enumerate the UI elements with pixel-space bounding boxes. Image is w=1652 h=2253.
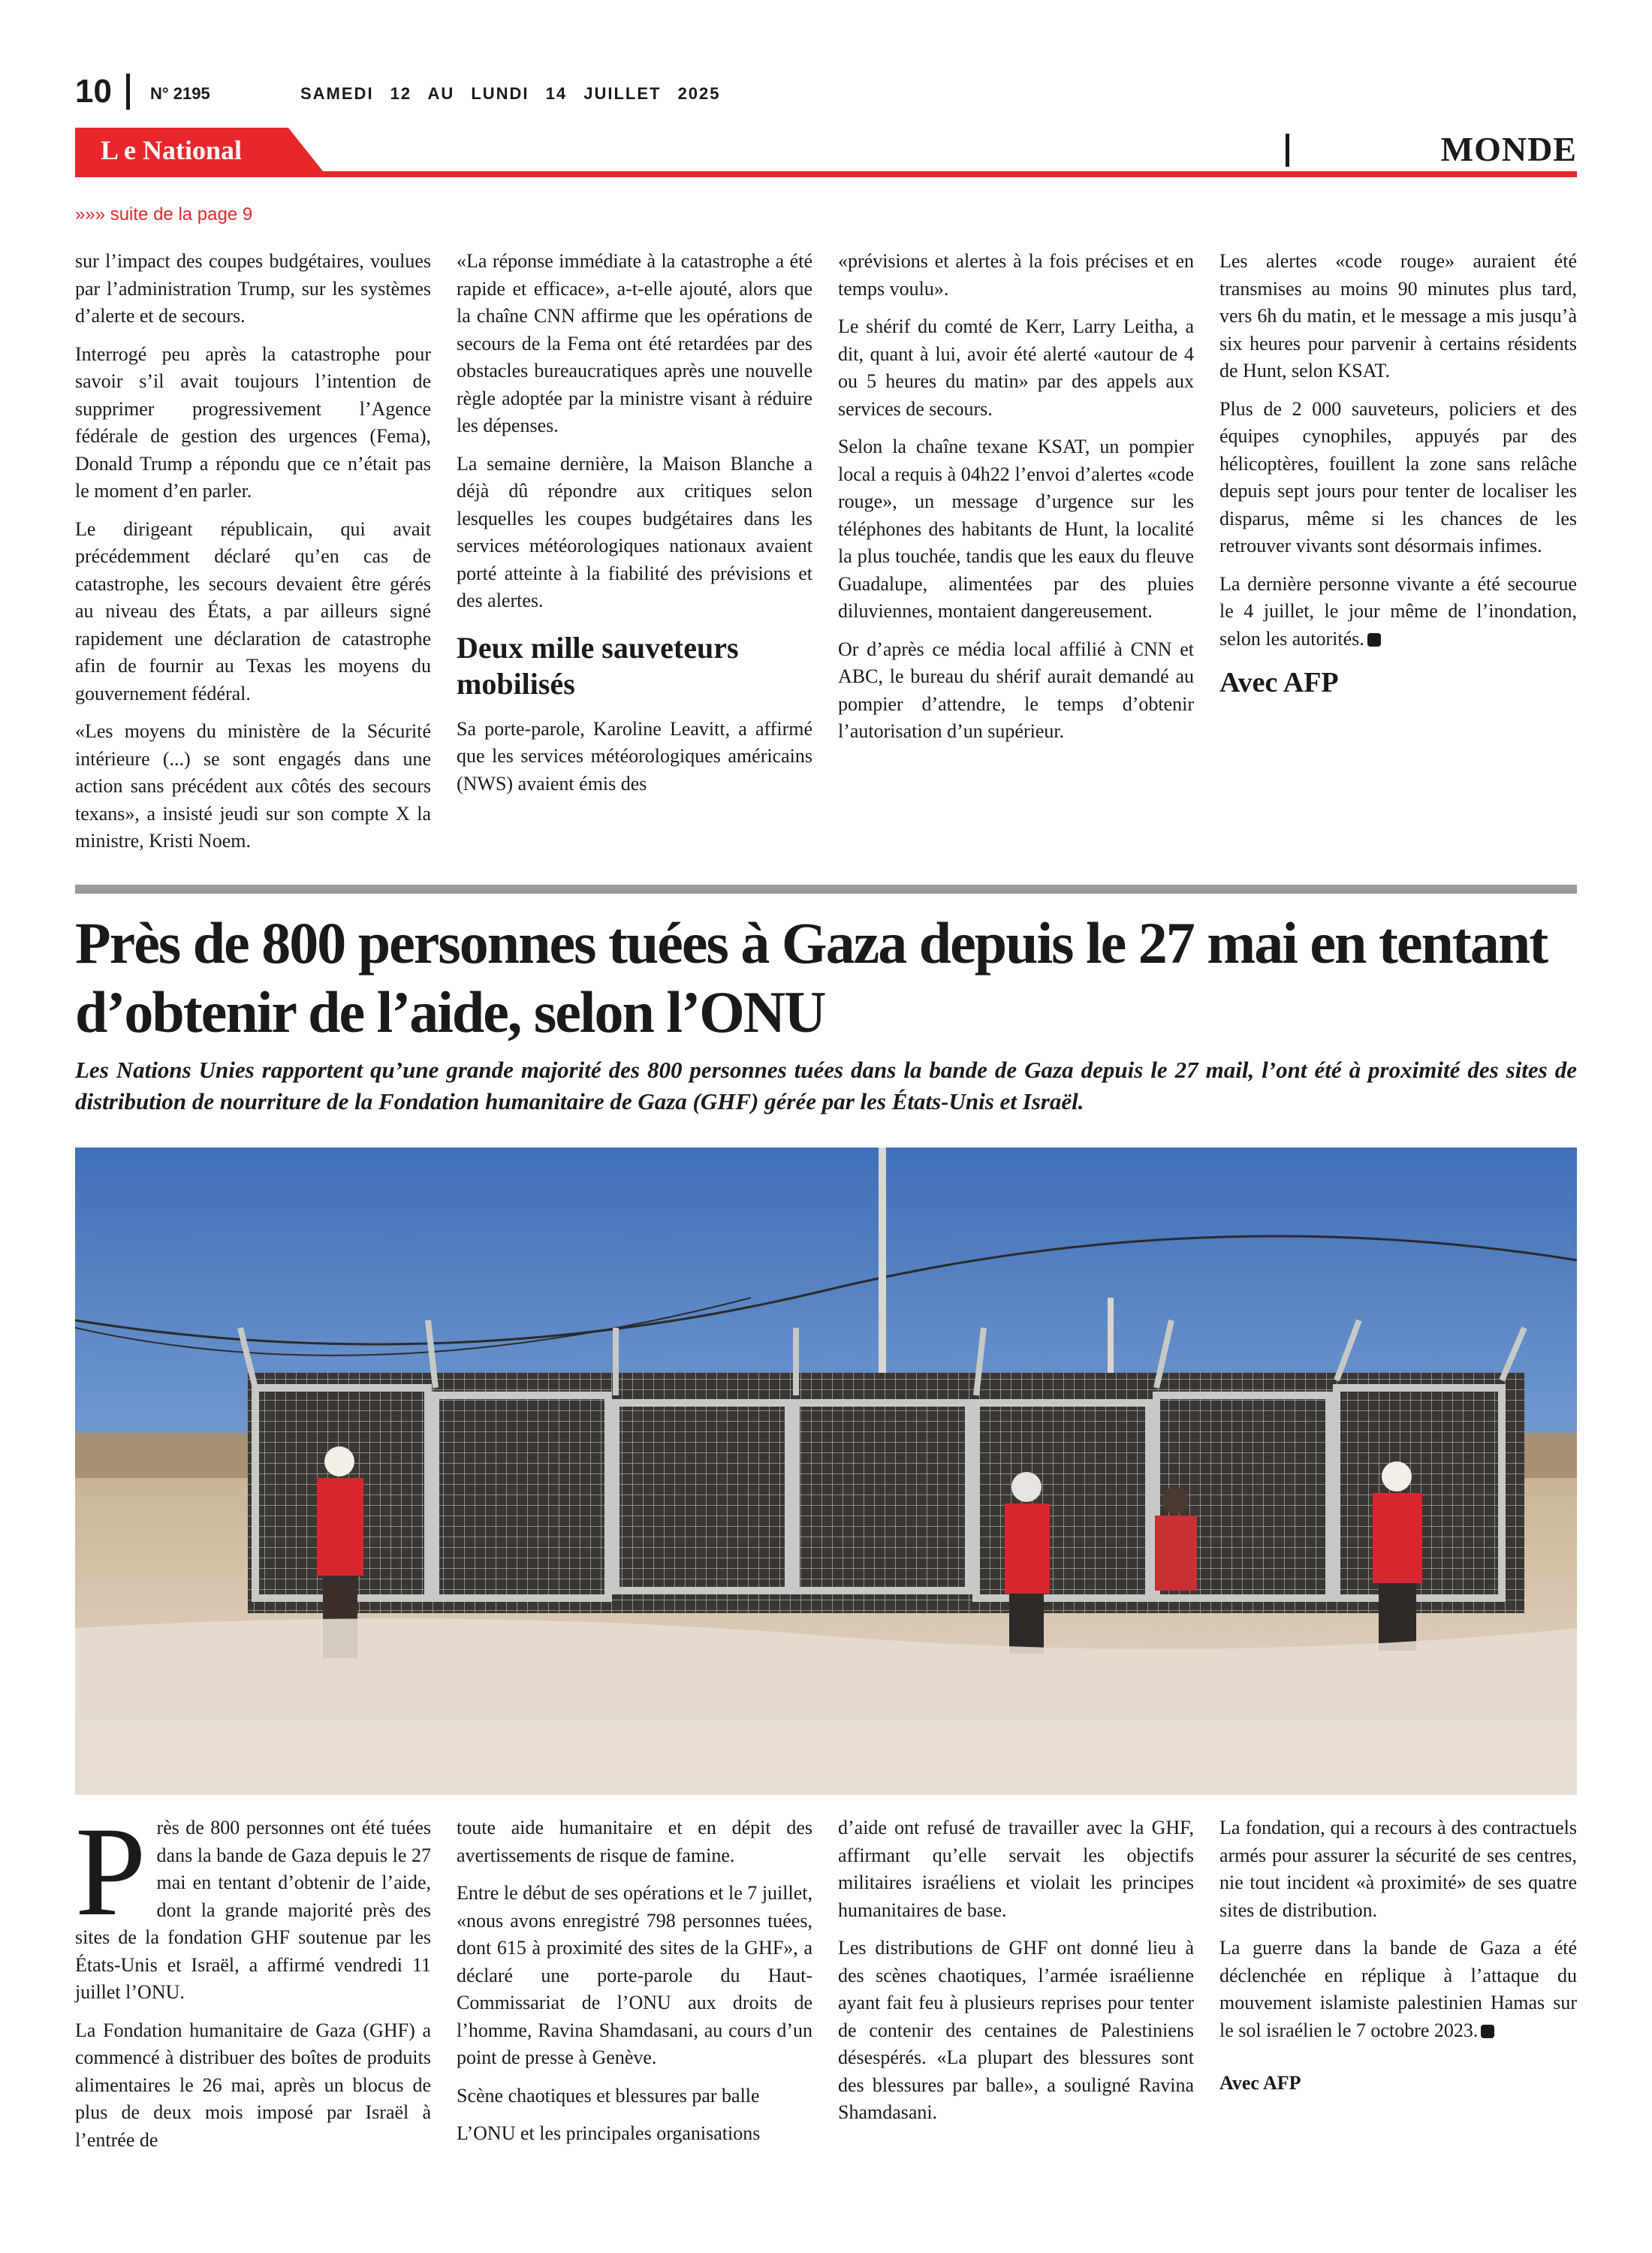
section-separator	[1286, 134, 1289, 167]
continuation-note: »»» suite de la page 9	[75, 204, 253, 225]
top-article-column-3	[838, 248, 1194, 756]
paragraph: «Les moyens du ministère de la Sécurité intérieure (...) se sont engagés dans une action sans précédent aux côtés des secours texans», a insisté jeudi sur son compte X la ministre, Kristi Noem.	[75, 720, 431, 852]
paragraph: «prévisions et alertes à la fois précises et en temps voulu».	[838, 250, 1194, 300]
paragraph: Les distributions de GHF ont donné lieu à des scènes chaotiques, l’armée israélienne ayant fait feu à plusieurs reprises pour tenter de contenir des centaines de Palestiniens désespérés. «La plupart des blessures sont des blessures par balle», a souligné Ravina Shamdasani.	[838, 1937, 1194, 2123]
subheading: Deux mille sauveteurs mobilisés	[457, 630, 739, 701]
drop-cap: P	[75, 1801, 146, 1942]
paragraph: Selon la chaîne texane KSAT, un pompier local a requis à 04h22 l’envoi d’alertes «code rouge», un message d’urgence sur les téléphones des habitants de Hunt, la localité la plus touchée, tandis que les eaux du fleuve Guadalupe, alimentées par des pluies diluviennes, montaient dangereusement.	[838, 436, 1194, 622]
header-separator	[126, 74, 130, 110]
end-mark-icon	[1367, 633, 1381, 647]
page-header	[75, 72, 1577, 114]
issue-date: SAMEDI 12 AU LUNDI 14 JUILLET 2025	[300, 84, 721, 103]
paragraph-last	[1219, 571, 1577, 653]
section-title: MONDE	[1440, 130, 1577, 168]
paragraph: Interrogé peu après la catastrophe pour savoir s’il avait toujours l’intention de supprimer progressivement l’Agence fédérale de gestion des urgences (Fema), Donald Trump a répondu que ce n’était pas le moment d’en parler.	[75, 342, 431, 502]
issue-number: N° 2195	[150, 84, 210, 103]
page-number: 10	[75, 73, 112, 110]
end-mark-icon	[1481, 2025, 1494, 2038]
byline: Avec AFP	[1219, 667, 1339, 698]
paragraph: toute aide humanitaire et en dépit des avertissements de risque de famine.	[457, 1817, 812, 1866]
brand-rule	[75, 171, 1577, 177]
top-article-column-4	[1219, 248, 1577, 697]
paragraph-text: La dernière personne vivante a été secourue le 4 juillet, le jour même de l’inondation, selon les autorités.	[1219, 572, 1577, 650]
news-photo	[75, 1148, 1577, 1795]
headline: Près de 800 personnes tuées à Gaza depuis le 27 mai en tentant d’obtenir de l’aide, selon l’ONU	[75, 910, 1548, 1045]
paragraph: Plus de 2 000 sauveteurs, policiers et des équipes cynophiles, appuyés par des hélicoptères, fouillent la zone sans relâche depuis sept jours pour tenter de localiser les disparus, même si les chances de les retrouver vivants sont désormais infimes.	[1219, 397, 1577, 556]
brand-bar	[75, 128, 1577, 177]
paragraph: sur l’impact des coupes budgétaires, voulues par l’administration Trump, sur les systèmes d’alerte et de secours.	[75, 250, 431, 327]
main-article-column-1	[75, 1801, 431, 2164]
paragraph: Sa porte-parole, Karoline Leavitt, a affirmé que les services météorologiques américains (NWS) avaient émis des	[457, 717, 812, 795]
paragraph: Les alertes «code rouge» auraient été transmises au moins 90 minutes plus tard, vers 6h du matin, et le message a mis jusqu’à six heures pour parvenir à certains résidents de Hunt, selon KSAT.	[1219, 250, 1577, 382]
paragraph: Or d’après ce média local affilié à CNN et ABC, le bureau du shérif aurait demandé au pompier d’attendre, le temps d’obtenir l’autorisation d’un supérieur.	[838, 638, 1194, 742]
deck: Les Nations Unies rapportent qu’une grande majorité des 800 personnes tuées dans la bande de Gaza depuis le 27 mail, l’ont été à proximité des sites de distribution de nourriture de la Fondation humanitaire de Gaza (GHF) gérée par les États-Unis et Israël.	[75, 1057, 1577, 1114]
paragraph: La semaine dernière, la Maison Blanche a déjà dû répondre aux critiques selon lesquelles les coupes budgétaires dans les services météorologiques nationaux avaient porté atteinte à la fiabilité des prévisions et des alertes.	[457, 452, 812, 611]
main-article-column-4	[1219, 1814, 1577, 2098]
paragraph: «La réponse immédiate à la catastrophe a été rapide et efficace», a-t-elle ajouté, alors que la chaîne CNN affirme que les opérations de secours de la Fema ont été retardées par des obstacles bureaucratiques après une nouvelle règle adoptée par la ministre visant à réduire les dépenses.	[457, 250, 812, 436]
brand-name: L e National	[101, 135, 243, 165]
paragraph-last	[1219, 1935, 1577, 2044]
paragraph: La Fondation humanitaire de Gaza (GHF) a commencé à distribuer des boîtes de produits alimentaires le 26 mai, après un blocus de plus de deux mois imposé par Israël à l’entrée de	[75, 2019, 431, 2151]
paragraph: Le dirigeant républicain, qui avait précédemment déclaré qu’en cas de catastrophe, les secours devaient être gérés au niveau des États, a par ailleurs signé rapidement une déclaration de catastrophe afin de fournir au Texas les moyens du gouvernement fédéral.	[75, 517, 431, 704]
lead-paragraph	[75, 1801, 431, 2007]
main-article-column-2	[457, 1814, 812, 2158]
main-article-column-3	[838, 1814, 1194, 2137]
paragraph: La fondation, qui a recours à des contractuels armés pour assurer la sécurité de ses centres, nie tout incident «à proximité» de ses quatre sites de distribution.	[1219, 1817, 1577, 1921]
photo-illustration	[75, 1148, 1577, 1795]
section-divider	[75, 885, 1577, 894]
paragraph: d’aide ont refusé de travailler avec la GHF, affirmant qu’elle servait les objectifs militaires israéliens et violait les principes humanitaires de base.	[838, 1817, 1194, 1921]
paragraph: Le shérif du comté de Kerr, Larry Leitha, a dit, quant à lui, avoir été alerté «autour de 4 ou 5 heures du matin» par des appels aux services de secours.	[838, 315, 1194, 420]
byline: Avec AFP	[1219, 2072, 1301, 2094]
top-article-column-2	[457, 248, 812, 808]
paragraph: L’ONU et les principales organisations	[457, 2122, 761, 2144]
paragraph: Entre le début de ses opérations et le 7 juillet, «nous avons enregistré 798 personnes tuées, dont 615 à proximité des sites de la GHF», a déclaré une porte-parole du Haut-Commissariat de l’ONU aux droits de l’homme, Ravina Shamdasani, au cours d’un point de presse à Genève.	[457, 1882, 812, 2068]
inline-subheading: Scène chaotiques et blessures par balle	[457, 2084, 760, 2107]
top-article-column-1	[75, 248, 431, 866]
paragraph-text: La guerre dans la bande de Gaza a été déclenchée en réplique à l’attaque du mouvement islamiste palestinien Hamas sur le sol israélien le 7 octobre 2023.	[1219, 1937, 1577, 2041]
paragraph-text: rès de 800 personnes ont été tuées dans la bande de Gaza depuis le 27 mai en tentant d’obtenir de l’aide, dont la grande majorité près des sites de la fondation GHF soutenue par les États-Unis et Israël, a affirmé vendredi 11 juillet l’ONU.	[75, 1817, 431, 2003]
